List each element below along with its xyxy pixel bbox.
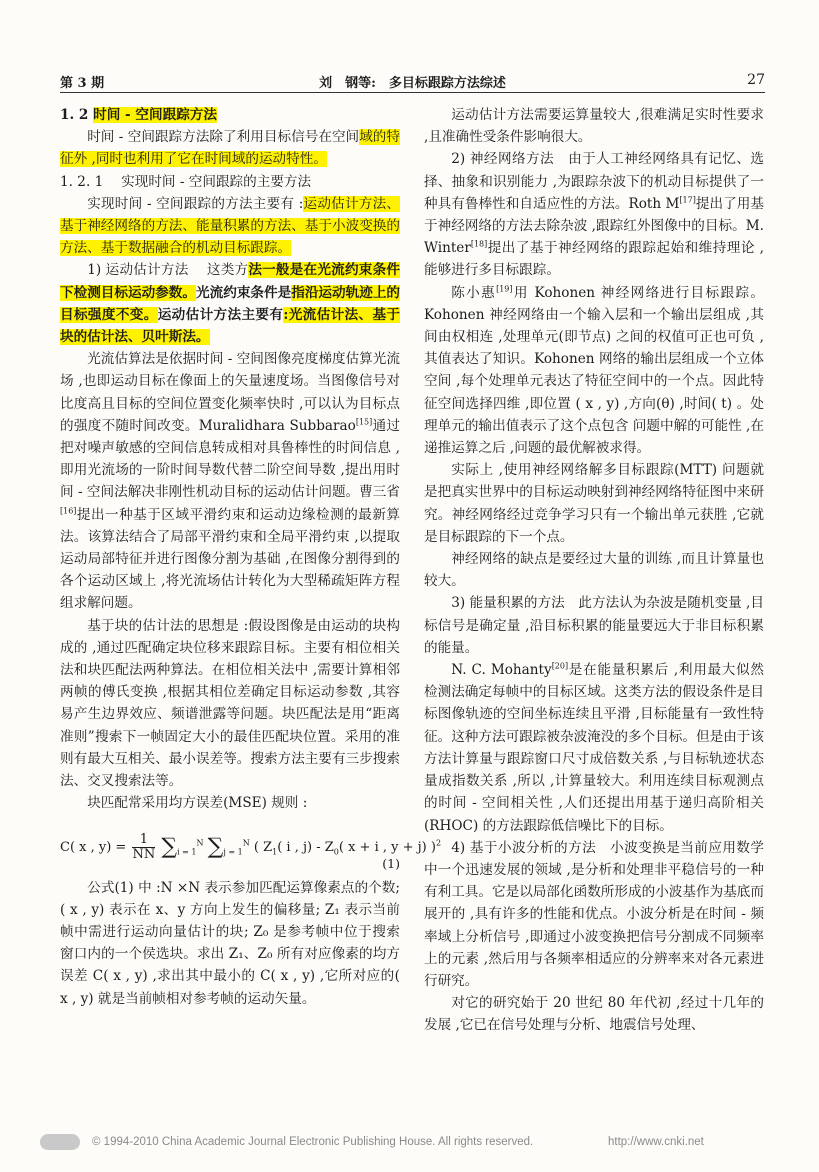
copyright-notice: © 1994-2010 China Academic Journal Electronic Publishing House. All rights reserved. <box>92 1136 534 1148</box>
highlight: 指沿运动轨迹上的目标强度不变。 <box>60 284 401 323</box>
left-column <box>60 104 442 1010</box>
section-title: 时间 - 空间跟踪方法 <box>93 107 217 123</box>
paragraph: 神经网络的缺点是要经过大量的训练 ,而且计算量也较大。 <box>424 551 764 590</box>
paragraph: N. C. Mohanty[20]是在能量积累后 ,利用最大似然检测法确定每帧中的目标区域。这类方法的假设条件是目标图像轨迹的空间坐标连续且平滑 ,目标能量有一致性特征。这种方法可跟踪被杂波淹没的多个目标。但是由于该方法计算量与跟踪窗口尺寸成倍数关系 ,与目标轨迹状态量成指数关系 ,所以 ,计算量较大。利用连续目标观测点的时间 - 空间相关性 ,人们还提出用基于递归高阶相关(RHOC) 的方法跟踪低信噪比下的目标。 <box>424 661 764 834</box>
paragraph: 块匹配常采用均方误差(MSE) 规则 : <box>87 795 308 812</box>
sum-symbol: ∑ <box>207 834 224 859</box>
equation-number: (1) <box>382 855 400 871</box>
footer-link[interactable]: http://www.cnki.net <box>608 1136 704 1148</box>
formula-expression: C( x , y) = $\frac{1}{NN}$ $\sum_{i = 1}^N$ $\sum_{j = 1}^N$ ( $Z_1$( i , $j) - Z_0$( x + i , y + j) )$^2$ <box>60 831 442 862</box>
cnki-logo-icon <box>40 1134 80 1150</box>
paragraph: 1) 运动估计方法 这类方法一般是在光流约束条件下检测目标运动参数。光流约束条件是指沿运动轨迹上的目标强度不变。运动估计方法主要有:光流估计法、基于块的估计法、贝叶斯法。 <box>60 262 401 346</box>
paragraph: 公式(1) 中 :N ×N 表示参加匹配运算像素点的个数; ( x , y) 表示在 x、y 方向上发生的偏移量; Z₁ 表示当前帧中需进行运动向量估计的块; Z₀ 是参考帧中位于搜索窗口内的一个侯选块。求出 Z₁、Z₀ 所有对应像素的均方误差 C( x , y) ,求出其中最小的 C( x , y) ,它所对应的( x , y) 就是当前帧相对参考帧的运动矢量。 <box>60 879 400 1007</box>
citation: [20] <box>551 661 569 671</box>
subsection-heading: 1. 2. 1 实现时间 - 空间跟踪的主要方法 <box>60 173 312 190</box>
citation: [18] <box>470 239 488 249</box>
paragraph: 实际上 ,使用神经网络解多目标跟踪(MTT) 问题就是把真实世界中的目标运动映射到神经网络特征图中来研究。神经网络经过竞争学习只有一个输出单元获胜 ,它就是目标跟踪的下一个点。 <box>424 462 764 545</box>
paragraph: 时间 - 空间跟踪方法除了利用目标信号在空间域的特征外 ,同时也利用了它在时间域的运动特性。 <box>60 129 401 168</box>
footer <box>40 1134 780 1154</box>
citation: [19] <box>496 284 513 294</box>
paragraph: 3) 能量积累的方法 此方法认为杂波是随机变量 ,目标信号是确定量 ,沿目标积累的能量要远大于非目标积累的能量。 <box>424 595 764 656</box>
running-title: 刘 钢等: 多目标跟踪方法综述 <box>319 76 506 91</box>
paragraph: 对它的研究始于 20 世纪 80 年代初 ,经过十几年的发展 ,它已在信号处理与分析、地震信号处理、 <box>424 995 764 1034</box>
paragraph: 基于块的估计法的思想是 :假设图像是由运动的块构成的 ,通过匹配确定块位移来跟踪目标。主要有相位相关法和块匹配法两种算法。在相位相关法中 ,需要计算相邻两帧的傅氏变换 ,根据其相位差确定目标运动参数 ,其容易产生边界效应、频谱泄露等问题。块匹配法是用“距离准则”搜索下一帧固定大小的最佳匹配块位置。采用的准则有最大互相关、最小误差等。搜索方法主要有三步搜索法、交叉搜索法等。 <box>60 617 400 790</box>
issue-number: 第 3 期 <box>60 76 105 91</box>
citation: [16] <box>60 506 77 516</box>
paragraph: 陈小惠[19]用 Kohonen 神经网络进行目标跟踪。Kohonen 神经网络由一个输入层和一个输出层组成 ,其间由权相连 ,处理单元(即节点) 之间的权值可正也可负 ,其值表达了知识。Kohonen 网络的输出层组成一个立体空间 ,每个处理单元表达了特征空间中的一个点。因此特征空间选择四维 ,即位置 ( x , y) ,方向(θ) ,时间( t) 。处理单元的输出值表示了这个点包含 问题中解的可能性 ,在递推运算之后 ,问题的最优解被求得。 <box>424 284 764 457</box>
sum-symbol: ∑ <box>161 834 178 859</box>
paragraph: 4) 基于小波分析的方法 小波变换是当前应用数学中一个迅速发展的领域 ,是分析和处理非平稳信号的一种有利工具。它是以局部化函数所形成的小波基作为基底而展开的 ,具有许多的性能和优点。小波分析是在时间 - 频率域上分析信号 ,即通过小波变换把信号分割成不同频率上的元素 ,然后用与各频率相适应的分辨率来对各元素进行研究。 <box>424 839 764 989</box>
paragraph: 2) 神经网络方法 由于人工神经网络具有记忆、选择、抽象和识别能力 ,为跟踪杂波下的机动目标提供了一种具有鲁棒性和自适应性的方法。Roth M[17]提出了用基于神经网络的方法去除杂波 ,跟踪红外图像中的目标。M. Winter[18]提出了基于神经网络的跟踪起始和维持理论 ,能够进行多目标跟踪。 <box>424 151 764 279</box>
highlight: 运动估计方法、基于神经网络的方法、能量积累的方法、基于小波变换的方法、基于数据融合的机动目标跟踪。 <box>60 195 401 257</box>
section-number: 1. 2 <box>60 107 89 123</box>
highlight: 法一般是在光流约束条件下检测目标运动参数。 <box>60 262 401 301</box>
section-heading <box>60 104 400 126</box>
paragraph: 光流估算法是依据时间 - 空间图像亮度梯度估算光流场 ,也即运动目标在像面上的矢量速度场。当图像信号对比度高且目标的空间位置变化频率快时 ,可以认为目标点的强度不随时间改变。Muralidhara Subbarao[15]通过把对噪声敏感的空间信息转成相对具鲁棒性的时间信息 ,即用光流场的一阶时间导数代替二阶空间导数 ,提出用时间 - 空间法解决非刚性机动目标的运动估计问题。曹三省[16]提出一种基于区域平滑约束和运动边缘检测的最新算法。该算法结合了局部平滑约束和全局平滑约束 ,以提取运动局部特征并进行图像分割为基础 ,在图像分割得到的各个运动区域上 ,将光流场估计转化为大型稀疏矩阵方程组求解问题。 <box>60 351 400 612</box>
page-number: 27 <box>747 72 765 88</box>
citation: [15] <box>355 417 373 427</box>
highlight: 域的特征外 ,同时也利用了它在时间域的运动特性。 <box>60 129 401 168</box>
running-header <box>60 70 765 93</box>
right-column <box>424 104 764 1037</box>
citation: [17] <box>679 195 696 205</box>
paragraph: 运动估计方法需要运算量较大 ,很难满足实时性要求 ,且准确性受条件影响很大。 <box>424 107 764 146</box>
paragraph: 实现时间 - 空间跟踪的方法主要有 :运动估计方法、基于神经网络的方法、能量积累的方法、基于小波变换的方法、基于数据融合的机动目标跟踪。 <box>60 195 401 257</box>
formula-fraction: $\frac{1}{NN}$ <box>132 831 156 862</box>
highlight: :光流估计法、基于块的估计法、贝叶斯法。 <box>60 306 401 346</box>
mse-formula <box>60 819 442 871</box>
